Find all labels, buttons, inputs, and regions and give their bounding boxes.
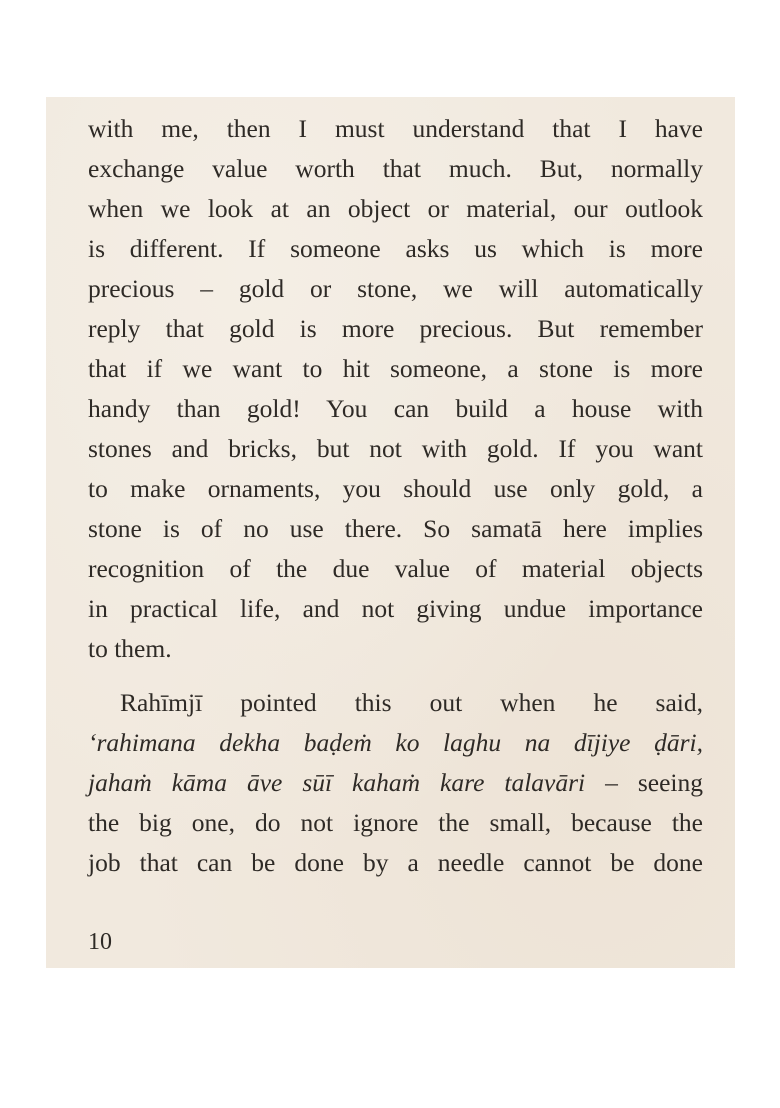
text-line-italic — [88, 723, 703, 763]
paragraph-1 — [88, 109, 703, 669]
text-line: is different. If someone asks us which is more — [88, 234, 703, 263]
text-line: to make ornaments, you should use only gold, a — [88, 474, 703, 503]
text-line: stone is of no use there. So samatā here implies — [88, 514, 703, 543]
text-line: to them. — [88, 634, 172, 663]
quote-text: jahaṁ kāma āve sūī kahaṁ kare talavāri — [88, 768, 586, 797]
text-line — [88, 763, 703, 803]
text-line: job that can be done by a needle cannot be done — [88, 848, 703, 877]
quote-text: ‘rahimana dekha baḍeṁ ko laghu na dījiye ḍāri, — [88, 728, 703, 757]
text-line: recognition of the due value of material objects — [88, 554, 703, 583]
text-line: that if we want to hit someone, a stone is more — [88, 354, 703, 383]
text-line: in practical life, and not giving undue importance — [88, 594, 703, 623]
text-line: Rahīmjī pointed this out when he said, — [120, 688, 703, 717]
text-line: exchange value worth that much. But, normally — [88, 154, 703, 183]
text-line: reply that gold is more precious. But remember — [88, 314, 703, 343]
text-line: handy than gold! You can build a house with — [88, 394, 703, 423]
text-line: precious – gold or stone, we will automatically — [88, 274, 703, 303]
text-line: when we look at an object or material, our outlook — [88, 194, 703, 223]
text-line: stones and bricks, but not with gold. If you want — [88, 434, 703, 463]
body-text — [88, 109, 703, 883]
text-line: the big one, do not ignore the small, because the — [88, 808, 703, 837]
page-number: 10 — [88, 929, 112, 955]
book-page — [46, 97, 735, 968]
text-span: – seeing — [585, 768, 703, 797]
paragraph-2 — [88, 683, 703, 883]
text-line: with me, then I must understand that I have — [88, 114, 703, 143]
